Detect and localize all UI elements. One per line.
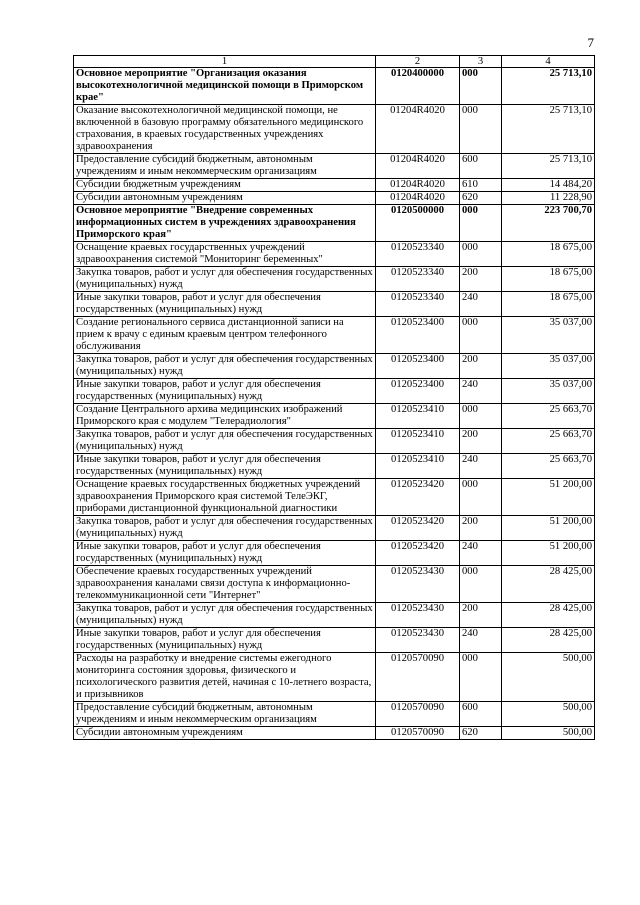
row-name-cell: Субсидии бюджетным учреждениям xyxy=(74,179,376,192)
row-code-cell: 0120523340 xyxy=(376,267,460,292)
row-type-cell: 200 xyxy=(460,603,502,628)
row-type-cell: 000 xyxy=(460,653,502,702)
row-type-cell: 600 xyxy=(460,702,502,727)
row-type-cell: 620 xyxy=(460,727,502,740)
row-name-cell: Иные закупки товаров, работ и услуг для обеспечения государственных (муниципальных) нужд xyxy=(74,454,376,479)
row-amount-cell: 25 713,10 xyxy=(502,154,595,179)
row-code-cell: 01204R4020 xyxy=(376,105,460,154)
table-row xyxy=(74,516,595,541)
table-row xyxy=(74,404,595,429)
row-amount-cell: 28 425,00 xyxy=(502,628,595,653)
row-name-cell: Иные закупки товаров, работ и услуг для обеспечения государственных (муниципальных) нужд xyxy=(74,541,376,566)
row-name-cell: Субсидии автономным учреждениям xyxy=(74,727,376,740)
row-type-cell: 200 xyxy=(460,429,502,454)
table-row xyxy=(74,541,595,566)
table-row xyxy=(74,566,595,603)
row-code-cell: 0120500000 xyxy=(376,205,460,242)
row-type-cell: 200 xyxy=(460,354,502,379)
row-name-cell: Предоставление субсидий бюджетным, автономным учреждениям и иным некоммерческим организациям xyxy=(74,702,376,727)
row-amount-cell: 28 425,00 xyxy=(502,566,595,603)
table-row xyxy=(74,292,595,317)
row-code-cell: 0120523420 xyxy=(376,479,460,516)
row-name-cell: Иные закупки товаров, работ и услуг для обеспечения государственных (муниципальных) нужд xyxy=(74,628,376,653)
row-type-cell: 000 xyxy=(460,242,502,267)
row-amount-cell: 223 700,70 xyxy=(502,205,595,242)
row-amount-cell: 25 713,10 xyxy=(502,105,595,154)
row-type-cell: 200 xyxy=(460,516,502,541)
row-code-cell: 01204R4020 xyxy=(376,192,460,205)
row-type-cell: 610 xyxy=(460,179,502,192)
row-name-cell: Обеспечение краевых государственных учреждений здравоохранения каналами связи доступа к информационно-телекоммуникационной сети "Интернет" xyxy=(74,566,376,603)
table-row xyxy=(74,702,595,727)
row-amount-cell: 18 675,00 xyxy=(502,242,595,267)
row-code-cell: 0120523400 xyxy=(376,354,460,379)
row-name-cell: Основное мероприятие "Организация оказания высокотехнологичной медицинской помощи в Приморском крае" xyxy=(74,68,376,105)
page-number: 7 xyxy=(587,35,594,50)
column-header-amount: 4 xyxy=(502,56,595,68)
row-name-cell: Расходы на разработку и внедрение системы ежегодного мониторинга состояния здоровья, физического и психологического развития детей, начиная с 10-летнего возраста, и призывников xyxy=(74,653,376,702)
row-code-cell: 0120523420 xyxy=(376,516,460,541)
table-row xyxy=(74,105,595,154)
row-name-cell: Закупка товаров, работ и услуг для обеспечения государственных (муниципальных) нужд xyxy=(74,516,376,541)
row-code-cell: 0120400000 xyxy=(376,68,460,105)
table-row xyxy=(74,454,595,479)
column-header-code: 2 xyxy=(376,56,460,68)
row-type-cell: 000 xyxy=(460,205,502,242)
row-amount-cell: 14 484,20 xyxy=(502,179,595,192)
row-code-cell: 0120523340 xyxy=(376,292,460,317)
row-code-cell: 0120523400 xyxy=(376,317,460,354)
table-row xyxy=(74,242,595,267)
row-amount-cell: 35 037,00 xyxy=(502,354,595,379)
row-amount-cell: 35 037,00 xyxy=(502,379,595,404)
row-code-cell: 0120570090 xyxy=(376,727,460,740)
row-type-cell: 000 xyxy=(460,105,502,154)
row-name-cell: Создание Центрального архива медицинских изображений Приморского края с модулем "Телерадиология" xyxy=(74,404,376,429)
row-type-cell: 240 xyxy=(460,541,502,566)
budget-table xyxy=(73,55,595,740)
row-code-cell: 0120523430 xyxy=(376,566,460,603)
row-name-cell: Создание регионального сервиса дистанционной записи на прием к врачу с единым краевым центром телефонного обслуживания xyxy=(74,317,376,354)
row-code-cell: 0120523410 xyxy=(376,454,460,479)
row-type-cell: 200 xyxy=(460,267,502,292)
row-code-cell: 0120523420 xyxy=(376,541,460,566)
row-type-cell: 000 xyxy=(460,317,502,354)
budget-table-body xyxy=(74,68,595,740)
row-amount-cell: 500,00 xyxy=(502,653,595,702)
row-amount-cell: 18 675,00 xyxy=(502,292,595,317)
row-name-cell: Закупка товаров, работ и услуг для обеспечения государственных (муниципальных) нужд xyxy=(74,429,376,454)
table-row xyxy=(74,267,595,292)
row-type-cell: 240 xyxy=(460,454,502,479)
table-row xyxy=(74,429,595,454)
row-amount-cell: 51 200,00 xyxy=(502,541,595,566)
row-amount-cell: 500,00 xyxy=(502,727,595,740)
row-type-cell: 600 xyxy=(460,154,502,179)
table-row xyxy=(74,628,595,653)
row-name-cell: Субсидии автономным учреждениям xyxy=(74,192,376,205)
row-name-cell: Предоставление субсидий бюджетным, автономным учреждениям и иным некоммерческим организациям xyxy=(74,154,376,179)
row-code-cell: 01204R4020 xyxy=(376,179,460,192)
row-name-cell: Закупка товаров, работ и услуг для обеспечения государственных (муниципальных) нужд xyxy=(74,603,376,628)
row-type-cell: 000 xyxy=(460,404,502,429)
table-row xyxy=(74,727,595,740)
header-row xyxy=(74,56,595,68)
table-row xyxy=(74,205,595,242)
row-name-cell: Оснащение краевых государственных учреждений здравоохранения системой "Мониторинг беременных" xyxy=(74,242,376,267)
row-name-cell: Оснащение краевых государственных бюджетных учреждений здравоохранения Приморского края системой ТелеЭКГ, приборами дистанционной функциональной диагностики xyxy=(74,479,376,516)
row-code-cell: 0120523430 xyxy=(376,603,460,628)
row-code-cell: 0120523340 xyxy=(376,242,460,267)
table-row xyxy=(74,354,595,379)
row-name-cell: Оказание высокотехнологичной медицинской помощи, не включенной в базовую программу обязательного медицинского страхования, в краевых государственных учреждениях здравоохранения xyxy=(74,105,376,154)
row-code-cell: 0120523410 xyxy=(376,429,460,454)
row-amount-cell: 51 200,00 xyxy=(502,516,595,541)
row-amount-cell: 25 663,70 xyxy=(502,454,595,479)
row-type-cell: 240 xyxy=(460,379,502,404)
table-row xyxy=(74,317,595,354)
row-code-cell: 0120570090 xyxy=(376,702,460,727)
table-row xyxy=(74,154,595,179)
row-name-cell: Закупка товаров, работ и услуг для обеспечения государственных (муниципальных) нужд xyxy=(74,267,376,292)
row-name-cell: Иные закупки товаров, работ и услуг для обеспечения государственных (муниципальных) нужд xyxy=(74,292,376,317)
row-code-cell: 0120523400 xyxy=(376,379,460,404)
row-type-cell: 240 xyxy=(460,628,502,653)
row-code-cell: 0120523430 xyxy=(376,628,460,653)
table-row xyxy=(74,479,595,516)
row-name-cell: Закупка товаров, работ и услуг для обеспечения государственных (муниципальных) нужд xyxy=(74,354,376,379)
column-header-type: 3 xyxy=(460,56,502,68)
row-amount-cell: 11 228,90 xyxy=(502,192,595,205)
table-row xyxy=(74,653,595,702)
row-amount-cell: 35 037,00 xyxy=(502,317,595,354)
row-name-cell: Основное мероприятие "Внедрение современных информационных систем в учреждениях здравоохранения Приморского края" xyxy=(74,205,376,242)
row-type-cell: 000 xyxy=(460,479,502,516)
row-amount-cell: 28 425,00 xyxy=(502,603,595,628)
row-code-cell: 0120570090 xyxy=(376,653,460,702)
row-amount-cell: 18 675,00 xyxy=(502,267,595,292)
row-type-cell: 240 xyxy=(460,292,502,317)
row-type-cell: 620 xyxy=(460,192,502,205)
row-code-cell: 0120523410 xyxy=(376,404,460,429)
row-amount-cell: 25 663,70 xyxy=(502,404,595,429)
row-amount-cell: 51 200,00 xyxy=(502,479,595,516)
table-row xyxy=(74,379,595,404)
row-type-cell: 000 xyxy=(460,566,502,603)
row-amount-cell: 25 713,10 xyxy=(502,68,595,105)
table-row xyxy=(74,179,595,192)
table-row xyxy=(74,192,595,205)
row-name-cell: Иные закупки товаров, работ и услуг для обеспечения государственных (муниципальных) нужд xyxy=(74,379,376,404)
row-type-cell: 000 xyxy=(460,68,502,105)
table-row xyxy=(74,603,595,628)
column-header-name: 1 xyxy=(74,56,376,68)
row-amount-cell: 500,00 xyxy=(502,702,595,727)
table-row xyxy=(74,68,595,105)
row-code-cell: 01204R4020 xyxy=(376,154,460,179)
row-amount-cell: 25 663,70 xyxy=(502,429,595,454)
